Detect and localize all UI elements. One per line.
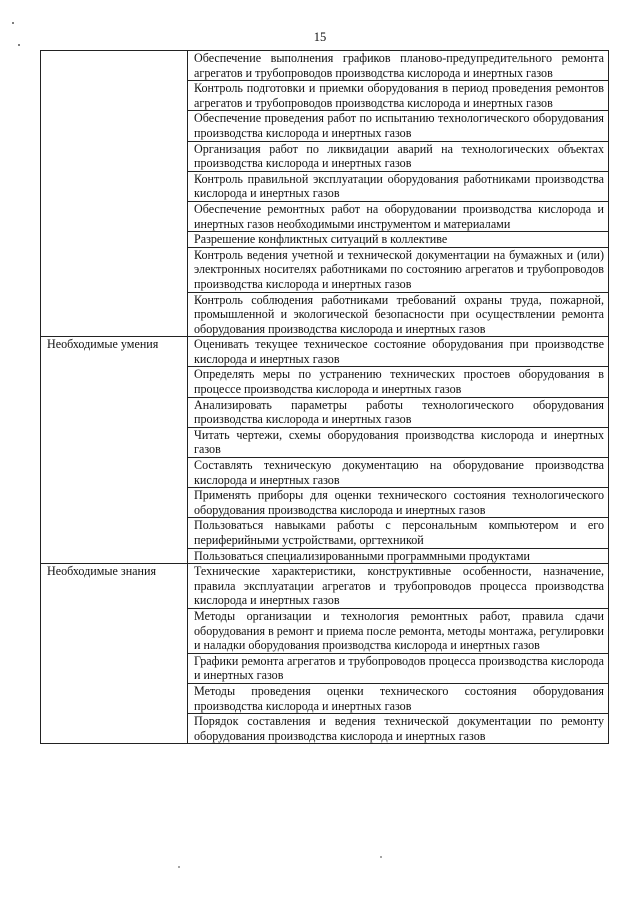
requirement-item: Контроль ведения учетной и технической документации на бумажных и (или) электронных носителях работниками по состоянию агрегатов и трубопроводов производства кислорода и инертных газов: [188, 247, 609, 292]
requirement-item: Обеспечение выполнения графиков планово-предупредительного ремонта агрегатов и трубопроводов производства кислорода и инертных газов: [188, 51, 609, 81]
requirement-item: Контроль подготовки и приемки оборудования в период проведения ремонтов агрегатов и трубопроводов производства кислорода и инертных газов: [188, 81, 609, 111]
requirement-item: Оценивать текущее техническое состояние оборудования при производстве кислорода и инертных газов: [188, 337, 609, 367]
scan-mark: [178, 866, 180, 868]
requirement-item: Определять меры по устранению технических простоев оборудования в процессе производства кислорода и инертных газов: [188, 367, 609, 397]
requirement-item: Пользоваться навыками работы с персональным компьютером и его периферийными устройствами, оргтехникой: [188, 518, 609, 548]
requirement-item: Анализировать параметры работы технологического оборудования производства кислорода и инертных газов: [188, 397, 609, 427]
scan-mark: [380, 856, 382, 858]
requirement-item: Технические характеристики, конструктивные особенности, назначение, правила эксплуатации агрегатов и трубопроводов процесса производства кислорода и инертных газов: [188, 564, 609, 609]
section-category: [41, 51, 188, 337]
requirement-item: Читать чертежи, схемы оборудования производства кислорода и инертных газов: [188, 427, 609, 457]
page-number: 15: [313, 30, 327, 44]
requirement-item: Пользоваться специализированными программными продуктами: [188, 548, 609, 564]
requirement-item: Составлять техническую документацию на оборудование производства кислорода и инертных газов: [188, 458, 609, 488]
requirement-item: Применять приборы для оценки технического состояния технологического оборудования производства кислорода и инертных газов: [188, 488, 609, 518]
requirement-item: Методы организации и технология ремонтных работ, правила сдачи оборудования в ремонт и приема после ремонта, методы монтажа, регулировки и наладки оборудования производства кислорода и инертных газов: [188, 608, 609, 653]
requirement-item: Организация работ по ликвидации аварий на технологических объектах производства кислорода и инертных газов: [188, 141, 609, 171]
requirement-item: Контроль соблюдения работниками требований охраны труда, пожарной, промышленной и экологической безопасности при осуществлении ремонта оборудования производства кислорода и инертных газов: [188, 292, 609, 337]
scan-mark: [18, 44, 20, 46]
section-category: Необходимые знания: [41, 564, 188, 744]
requirement-item: Обеспечение ремонтных работ на оборудовании производства кислорода и инертных газов необходимыми инструментом и материалами: [188, 201, 609, 231]
scan-mark: [12, 22, 14, 24]
section-category: Необходимые умения: [41, 337, 188, 564]
table-row: [41, 51, 609, 81]
requirement-item: Разрешение конфликтных ситуаций в коллективе: [188, 232, 609, 248]
requirement-item: Обеспечение проведения работ по испытанию технологического оборудования производства кислорода и инертных газов: [188, 111, 609, 141]
requirement-item: Порядок составления и ведения технической документации по ремонту оборудования производства кислорода и инертных газов: [188, 714, 609, 744]
competency-table: [40, 50, 609, 744]
table-row: [41, 337, 609, 367]
requirement-item: Контроль правильной эксплуатации оборудования работниками производства кислорода и инертных газов: [188, 171, 609, 201]
requirement-item: Методы проведения оценки технического состояния оборудования производства кислорода и инертных газов: [188, 683, 609, 713]
table-row: [41, 564, 609, 609]
requirement-item: Графики ремонта агрегатов и трубопроводов процесса производства кислорода и инертных газов: [188, 653, 609, 683]
